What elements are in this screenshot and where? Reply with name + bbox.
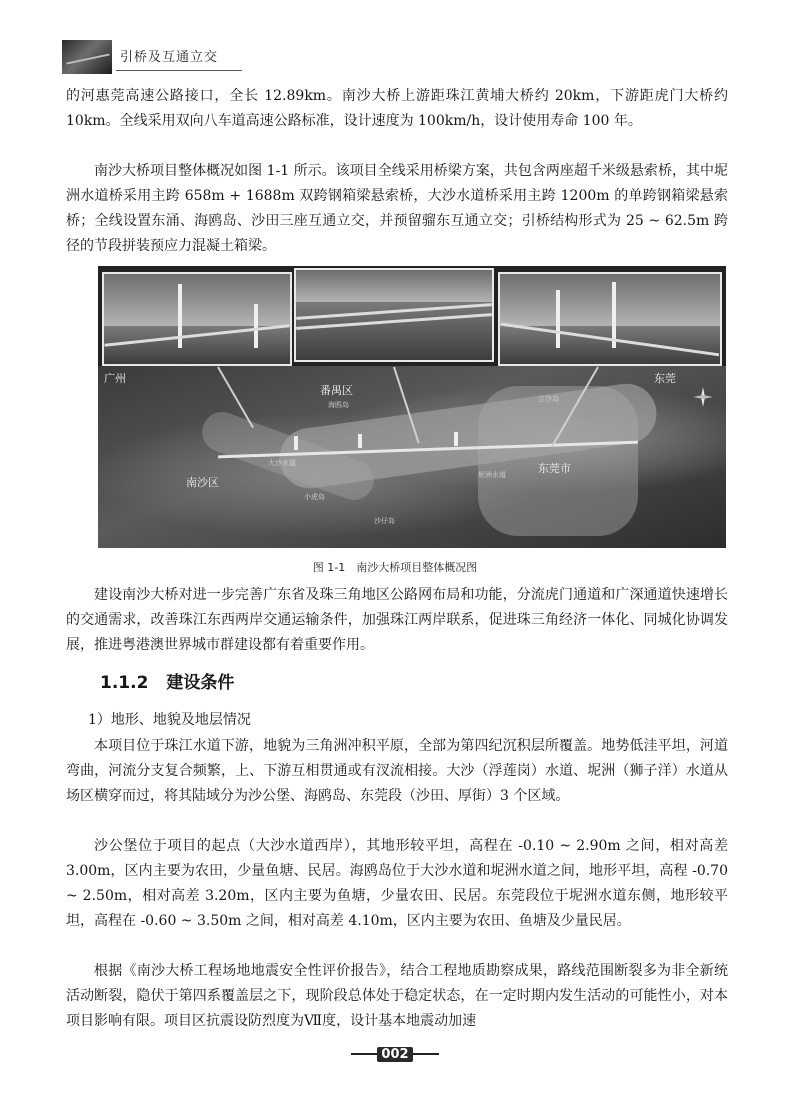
- map-label-haiou: 海鸥岛: [328, 401, 349, 409]
- photo-dasha-bridge: [498, 272, 722, 366]
- figure-caption: 图 1-1 南沙大桥项目整体概况图: [312, 561, 478, 574]
- map-label-dongguan-city: 东莞市: [538, 462, 571, 475]
- project-overview-figure: [98, 266, 726, 548]
- running-header: [62, 38, 242, 74]
- map-label-dasha-waterway: 大沙水道: [268, 459, 296, 467]
- photo-nizhou-bridge: [102, 272, 292, 366]
- map-label-guangzhou: 广州: [104, 372, 126, 385]
- paragraph-terrain: 本项目位于珠江水道下游，地貌为三角洲冲积平原，全部为第四纪沉积层所覆盖。地势低洼平坦，河道弯曲，河流分支复合频繁，上、下游互相贯通或有汊流相接。大沙（浮莲岗）水道、坭洲（狮子洋）水道从场区横穿而过，将其陆域分为沙公堡、海鸥岛、东莞段（沙田、厚街）3 个区域。: [66, 738, 728, 804]
- map-label-nizhou-waterway: 坭洲水道: [478, 471, 506, 479]
- page-number-label: 002: [377, 1047, 412, 1062]
- map-label-nansha: 南沙区: [186, 476, 219, 489]
- compass-icon: [692, 386, 714, 408]
- header-bridge-thumbnail: [62, 40, 112, 74]
- section-title: 建设条件: [166, 673, 235, 693]
- section-heading: [100, 668, 234, 693]
- paragraph-significance: 建设南沙大桥对进一步完善广东省及珠三角地区公路网布局和功能，分流虎门通道和广深通道快速增长的交通需求，改善珠江东西两岸交通运输条件，加强珠江两岸联系，促进珠三角经济一体化、同城化协调发展，推进粤港澳世界城市群建设都有着重要作用。: [66, 587, 728, 653]
- map-label-lisha: 立沙岛: [538, 395, 559, 403]
- map-label-dongguan: 东莞: [654, 372, 676, 385]
- subsection-heading: 1）地形、地貌及地层情况: [88, 712, 251, 728]
- page-number: [0, 1043, 790, 1062]
- photo-bridge-aerial: [294, 268, 494, 362]
- paragraph-seismic: 根据《南沙大桥工程场地地震安全性评价报告》，结合工程地质勘察成果，路线范围断裂多为非全新统活动断裂，隐伏于第四系覆盖层之下，现阶段总体处于稳定状态，在一定时期内发生活动的可能性小，对本项目影响有限。项目区抗震设防烈度为Ⅶ度，设计基本地震动加速: [66, 963, 728, 1029]
- paragraph-elevation: 沙公堡位于项目的起点（大沙水道西岸），其地形较平坦，高程在 -0.10 ~ 2.90m 之间，相对高差 3.00m，区内主要为农田，少量鱼塘、民居。海鸥岛位于大沙水道和坭洲水道之间，地形平坦，高程 -0.70 ~ 2.50m，相对高差 3.20m，区内主要为鱼塘，少量农田、民居。东莞段位于坭洲水道东侧，地形较平坦，高程在 -0.60 ~ 3.50m 之间，相对高差 4.10m，区内主要为农田、鱼塘及少量民居。: [66, 838, 728, 929]
- delta-map: [98, 366, 726, 548]
- paragraph-project-overview: 南沙大桥项目整体概况如图 1-1 所示。该项目全线采用桥梁方案，共包含两座超千米级悬索桥，其中坭洲水道桥采用主跨 658m + 1688m 双跨钢箱梁悬索桥，大沙水道桥采用主跨 1200m 的单跨钢箱梁悬索桥；全线设置东涌、海鸥岛、沙田三座互通立交，并预留骝东互通立交；引桥结构形式为 25 ~ 62.5m 跨径的节段拼装预应力混凝土箱梁。: [66, 163, 728, 254]
- map-label-panyu: 番禺区: [320, 384, 353, 397]
- paragraph-route-summary: 的河惠莞高速公路接口，全长 12.89km。南沙大桥上游距珠江黄埔大桥约 20km，下游距虎门大桥约 10km。全线采用双向八车道高速公路标准，设计速度为 100km/h，设计使用寿命 100 年。: [66, 88, 728, 129]
- section-number: 1.1.2: [100, 673, 149, 693]
- running-header-title: 引桥及互通立交: [120, 50, 219, 65]
- map-label-xiaohu: 小虎岛: [304, 493, 325, 501]
- header-rule: [116, 70, 242, 71]
- map-label-shazai: 沙仔岛: [374, 517, 395, 525]
